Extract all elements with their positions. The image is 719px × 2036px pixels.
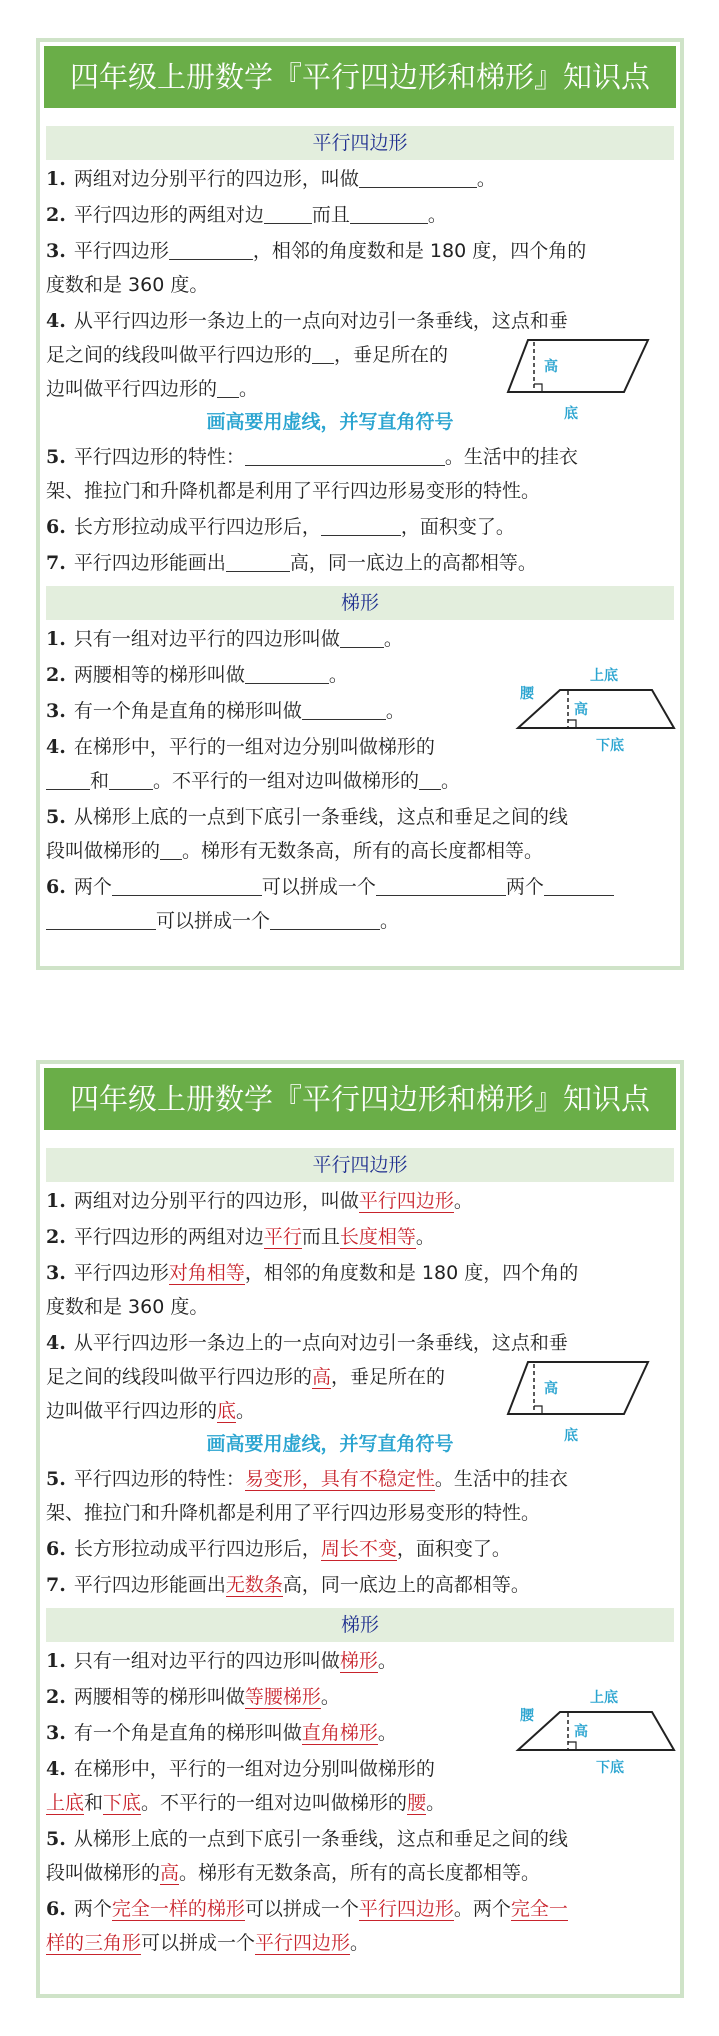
answer-blank (160, 834, 182, 860)
item-text: 。 (377, 1650, 397, 1672)
trapezoid-figure (514, 1684, 684, 1784)
item-number: 3. (46, 240, 66, 262)
item-number: 2. (46, 1686, 66, 1708)
height-drawing-note: 画高要用虚线，并写直角符号 (206, 411, 454, 433)
item-text: 段叫做梯形的 (46, 1862, 161, 1884)
item-text: 和 (90, 770, 110, 792)
height-drawing-note: 画高要用虚线，并写直角符号 (206, 1433, 454, 1455)
item-text: 有一个角是直角的梯形叫做 (73, 700, 302, 722)
para-item-4 (46, 1326, 568, 1360)
answer-blank (350, 198, 428, 224)
para-item-7 (46, 546, 537, 580)
item-text: 两个 (73, 1898, 112, 1920)
answer-text: 底 (217, 1400, 237, 1422)
item-text: 高，同一底边上的高都相等。 (282, 1574, 530, 1596)
item-number: 6. (46, 1538, 66, 1560)
para-item-5-cont: 架、推拉门和升降机都是利用了平行四边形易变形的特性。 (46, 480, 541, 502)
figure-label-bottom-base: 下底 (596, 738, 624, 754)
item-number: 3. (46, 700, 66, 722)
item-text: 段叫做梯形的 (46, 840, 161, 862)
answer-text: 平行 (263, 1226, 302, 1248)
trap-item-5-cont (46, 834, 543, 868)
item-text: 在梯形中，平行的一组对边分别叫做梯形的 (73, 1758, 435, 1780)
item-text: 。 (377, 1722, 397, 1744)
item-text: 平行四边形能画出 (73, 1574, 226, 1596)
item-text: 。 (453, 1190, 473, 1212)
para-item-3 (46, 1256, 578, 1290)
trap-item-1 (46, 622, 403, 656)
section-header-parallelogram: 平行四边形 (46, 126, 674, 160)
item-text: 两组对边分别平行的四边形，叫做 (73, 168, 359, 190)
item-text: 平行四边形 (73, 240, 169, 262)
answer-text: 直角梯形 (301, 1722, 378, 1744)
item-text: 。 (328, 664, 348, 686)
para-item-7 (46, 1568, 530, 1602)
item-text: 。 (426, 1792, 446, 1814)
item-text: 。 (476, 168, 496, 190)
item-text: 高，同一底边上的高都相等。 (289, 552, 537, 574)
trapezoid-shape (518, 690, 674, 728)
figure-label-leg: 腰 (520, 1708, 534, 1724)
item-text: 可以拼成一个 (261, 876, 376, 898)
answer-blank (321, 510, 401, 536)
item-text: 从平行四边形一条边上的一点向对边引一条垂线，这点和垂 (73, 1332, 568, 1354)
trap-item-2 (46, 658, 348, 692)
item-text: 。 (350, 1932, 370, 1954)
item-text: 可以拼成一个 (141, 1932, 256, 1954)
item-text: 只有一组对边平行的四边形叫做 (73, 1650, 340, 1672)
right-angle-mark (534, 384, 542, 392)
answer-blank (419, 764, 441, 790)
para-item-6 (46, 510, 515, 544)
item-text: 。生活中的挂衣 (444, 446, 578, 468)
item-number: 1. (46, 168, 66, 190)
para-item-4-cont (46, 338, 448, 372)
item-text: 两个 (73, 876, 112, 898)
trap-item-4 (46, 730, 435, 764)
answer-text: 高 (312, 1366, 332, 1388)
answer-blank (226, 546, 290, 572)
item-text: 。 (441, 770, 461, 792)
figure-label-height: 高 (574, 702, 588, 718)
item-text: 长方形拉动成平行四边形后， (73, 516, 321, 538)
item-number: 5. (46, 1468, 66, 1490)
answer-text: 样的三角形 (46, 1932, 142, 1954)
para-item-4 (46, 304, 568, 338)
answer-text: 梯形 (339, 1650, 378, 1672)
trap-item-4-cont (46, 764, 460, 798)
right-angle-mark (568, 1742, 576, 1750)
para-item-1 (46, 162, 496, 196)
item-text: 足之间的线段叫做平行四边形的 (46, 344, 313, 366)
item-number: 1. (46, 628, 66, 650)
answer-text: 平行四边形 (255, 1932, 351, 1954)
answer-blank (544, 870, 614, 896)
item-number: 6. (46, 876, 66, 898)
item-number: 3. (46, 1262, 66, 1284)
page-title: 四年级上册数学『平行四边形和梯形』知识点 (44, 1068, 676, 1130)
answer-text: 腰 (407, 1792, 427, 1814)
right-angle-mark (534, 1406, 542, 1414)
item-number: 5. (46, 1828, 66, 1850)
answer-blank (217, 372, 239, 398)
item-text: 平行四边形 (73, 1262, 169, 1284)
item-text: 平行四边形的特性： (73, 446, 245, 468)
item-text: 。梯形有无数条高，所有的高长度都相等。 (182, 840, 544, 862)
answer-text: 长度相等 (339, 1226, 416, 1248)
item-text: 。不平行的一组对边叫做梯形的 (141, 1792, 408, 1814)
answer-blank (245, 440, 445, 466)
para-item-5-cont: 架、推拉门和升降机都是利用了平行四边形易变形的特性。 (46, 1502, 541, 1524)
answer-blank (312, 338, 334, 364)
item-text: 。 (415, 1226, 435, 1248)
item-number: 5. (46, 806, 66, 828)
item-number: 6. (46, 516, 66, 538)
item-text: 长方形拉动成平行四边形后， (73, 1538, 321, 1560)
section-header-parallelogram: 平行四边形 (46, 1148, 674, 1182)
para-item-5 (46, 1462, 568, 1496)
item-text: 可以拼成一个 (244, 1898, 359, 1920)
item-text: ，相邻的角度数和是 180 度，四个角的 (244, 1262, 579, 1284)
item-text: 两个 (505, 876, 544, 898)
figure-label-top-base: 上底 (590, 1690, 618, 1706)
figure-label-base: 底 (564, 1428, 578, 1444)
answer-blank (245, 658, 329, 684)
para-item-5 (46, 440, 578, 474)
para-item-4-cont (46, 1360, 445, 1394)
item-text: 而且 (301, 1226, 340, 1248)
item-text: 平行四边形能画出 (73, 552, 226, 574)
trap-item-4 (46, 1752, 435, 1786)
item-text: 。 (427, 204, 447, 226)
item-text: 边叫做平行四边形的 (46, 1400, 218, 1422)
item-number: 1. (46, 1650, 66, 1672)
answer-text: 上底 (46, 1792, 85, 1814)
trapezoid-shape (518, 1712, 674, 1750)
answer-text: 高 (160, 1862, 180, 1884)
figure-label-base: 底 (564, 406, 578, 422)
trap-item-3 (46, 1716, 397, 1750)
item-text: 有一个角是直角的梯形叫做 (73, 1722, 302, 1744)
item-text: ，相邻的角度数和是 180 度，四个角的 (252, 240, 587, 262)
answer-text: 平行四边形 (358, 1898, 454, 1920)
para-item-3 (46, 234, 586, 268)
right-angle-mark (568, 720, 576, 728)
para-item-3-cont: 度数和是 360 度。 (46, 1296, 209, 1318)
trap-item-5 (46, 1822, 568, 1856)
item-text: ，面积变了。 (396, 1538, 511, 1560)
trap-item-4-cont (46, 1786, 445, 1820)
item-text: 平行四边形的两组对边 (73, 204, 264, 226)
answer-blank (46, 904, 156, 930)
page-title: 四年级上册数学『平行四边形和梯形』知识点 (44, 46, 676, 108)
trapezoid-figure (514, 662, 684, 762)
item-text: 两腰相等的梯形叫做 (73, 664, 245, 686)
item-text: 从梯形上底的一点到下底引一条垂线，这点和垂足之间的线 (73, 806, 568, 828)
trap-item-5-cont (46, 1856, 540, 1890)
answer-blank (112, 870, 262, 896)
trap-item-1 (46, 1644, 397, 1678)
para-item-4-cont2 (46, 1394, 255, 1428)
item-text: 在梯形中，平行的一组对边分别叫做梯形的 (73, 736, 435, 758)
figure-label-bottom-base: 下底 (596, 1760, 624, 1776)
item-number: 4. (46, 1332, 66, 1354)
section-header-trapezoid: 梯形 (46, 586, 674, 620)
item-number: 2. (46, 204, 66, 226)
section-header-trapezoid: 梯形 (46, 1608, 674, 1642)
item-text: 平行四边形的两组对边 (73, 1226, 264, 1248)
item-number: 4. (46, 736, 66, 758)
item-text: 两腰相等的梯形叫做 (73, 1686, 245, 1708)
answer-text: 易变形，具有不稳定性 (244, 1468, 435, 1490)
item-text: 从平行四边形一条边上的一点向对边引一条垂线，这点和垂 (73, 310, 568, 332)
para-item-4-cont2 (46, 372, 258, 406)
item-number: 3. (46, 1722, 66, 1744)
answer-blank (264, 198, 312, 224)
trap-item-2 (46, 1680, 340, 1714)
item-number: 6. (46, 1898, 66, 1920)
trap-item-6 (46, 870, 614, 904)
item-text: 可以拼成一个 (156, 910, 271, 932)
trap-item-5 (46, 800, 568, 834)
item-number: 7. (46, 552, 66, 574)
figure-label-height: 高 (544, 1381, 558, 1397)
para-item-1 (46, 1184, 473, 1218)
trap-item-6-cont (46, 904, 399, 938)
para-item-2 (46, 198, 447, 232)
item-text: 而且 (311, 204, 350, 226)
item-text: 。生活中的挂衣 (434, 1468, 568, 1490)
answer-text: 无数条 (225, 1574, 283, 1596)
answer-blank (169, 234, 253, 260)
figure-label-top-base: 上底 (590, 668, 618, 684)
answer-text: 完全一样的梯形 (111, 1898, 245, 1920)
item-text: 。不平行的一组对边叫做梯形的 (153, 770, 420, 792)
answer-blank (376, 870, 506, 896)
answer-blank (359, 162, 477, 188)
para-item-6 (46, 1532, 511, 1566)
worksheet-blank (36, 38, 684, 970)
answer-text: 对角相等 (168, 1262, 245, 1284)
answer-text: 下底 (103, 1792, 142, 1814)
item-text: 从梯形上底的一点到下底引一条垂线，这点和垂足之间的线 (73, 1828, 568, 1850)
figure-label-height: 高 (574, 1724, 588, 1740)
item-number: 1. (46, 1190, 66, 1212)
trap-item-6 (46, 1892, 568, 1926)
trap-item-6-cont (46, 1926, 369, 1960)
item-text: 。两个 (453, 1898, 511, 1920)
answer-blank (46, 764, 90, 790)
item-text: ，垂足所在的 (334, 344, 449, 366)
item-text: ，垂足所在的 (331, 1366, 446, 1388)
answer-text: 周长不变 (320, 1538, 397, 1560)
item-text: 。 (320, 1686, 340, 1708)
item-text: 只有一组对边平行的四边形叫做 (73, 628, 340, 650)
parallelogram-shape (508, 1362, 648, 1414)
figure-label-leg: 腰 (520, 686, 534, 702)
item-text: 。 (385, 700, 405, 722)
trap-item-3 (46, 694, 405, 728)
item-number: 4. (46, 1758, 66, 1780)
item-number: 5. (46, 446, 66, 468)
answer-text: 平行四边形 (358, 1190, 454, 1212)
item-text: 。 (383, 628, 403, 650)
item-text: 边叫做平行四边形的 (46, 378, 218, 400)
item-number: 2. (46, 664, 66, 686)
item-number: 2. (46, 1226, 66, 1248)
answer-blank (302, 694, 386, 720)
item-text: 和 (84, 1792, 104, 1814)
item-text: 两组对边分别平行的四边形，叫做 (73, 1190, 359, 1212)
answer-text: 完全一 (510, 1898, 568, 1920)
answer-text: 等腰梯形 (244, 1686, 321, 1708)
item-number: 7. (46, 1574, 66, 1596)
item-text: 。梯形有无数条高，所有的高长度都相等。 (179, 1862, 541, 1884)
para-item-2 (46, 1220, 435, 1254)
item-text: 足之间的线段叫做平行四边形的 (46, 1366, 313, 1388)
parallelogram-shape (508, 340, 648, 392)
worksheet-answers (36, 1060, 684, 1998)
para-item-3-cont: 度数和是 360 度。 (46, 274, 209, 296)
item-text: 。 (236, 1400, 256, 1422)
answer-blank (270, 904, 380, 930)
item-text: 平行四边形的特性： (73, 1468, 245, 1490)
item-text: 。 (239, 378, 259, 400)
item-text: ，面积变了。 (400, 516, 515, 538)
item-number: 4. (46, 310, 66, 332)
item-text: 。 (380, 910, 400, 932)
answer-blank (340, 622, 384, 648)
figure-label-height: 高 (544, 359, 558, 375)
answer-blank (109, 764, 153, 790)
